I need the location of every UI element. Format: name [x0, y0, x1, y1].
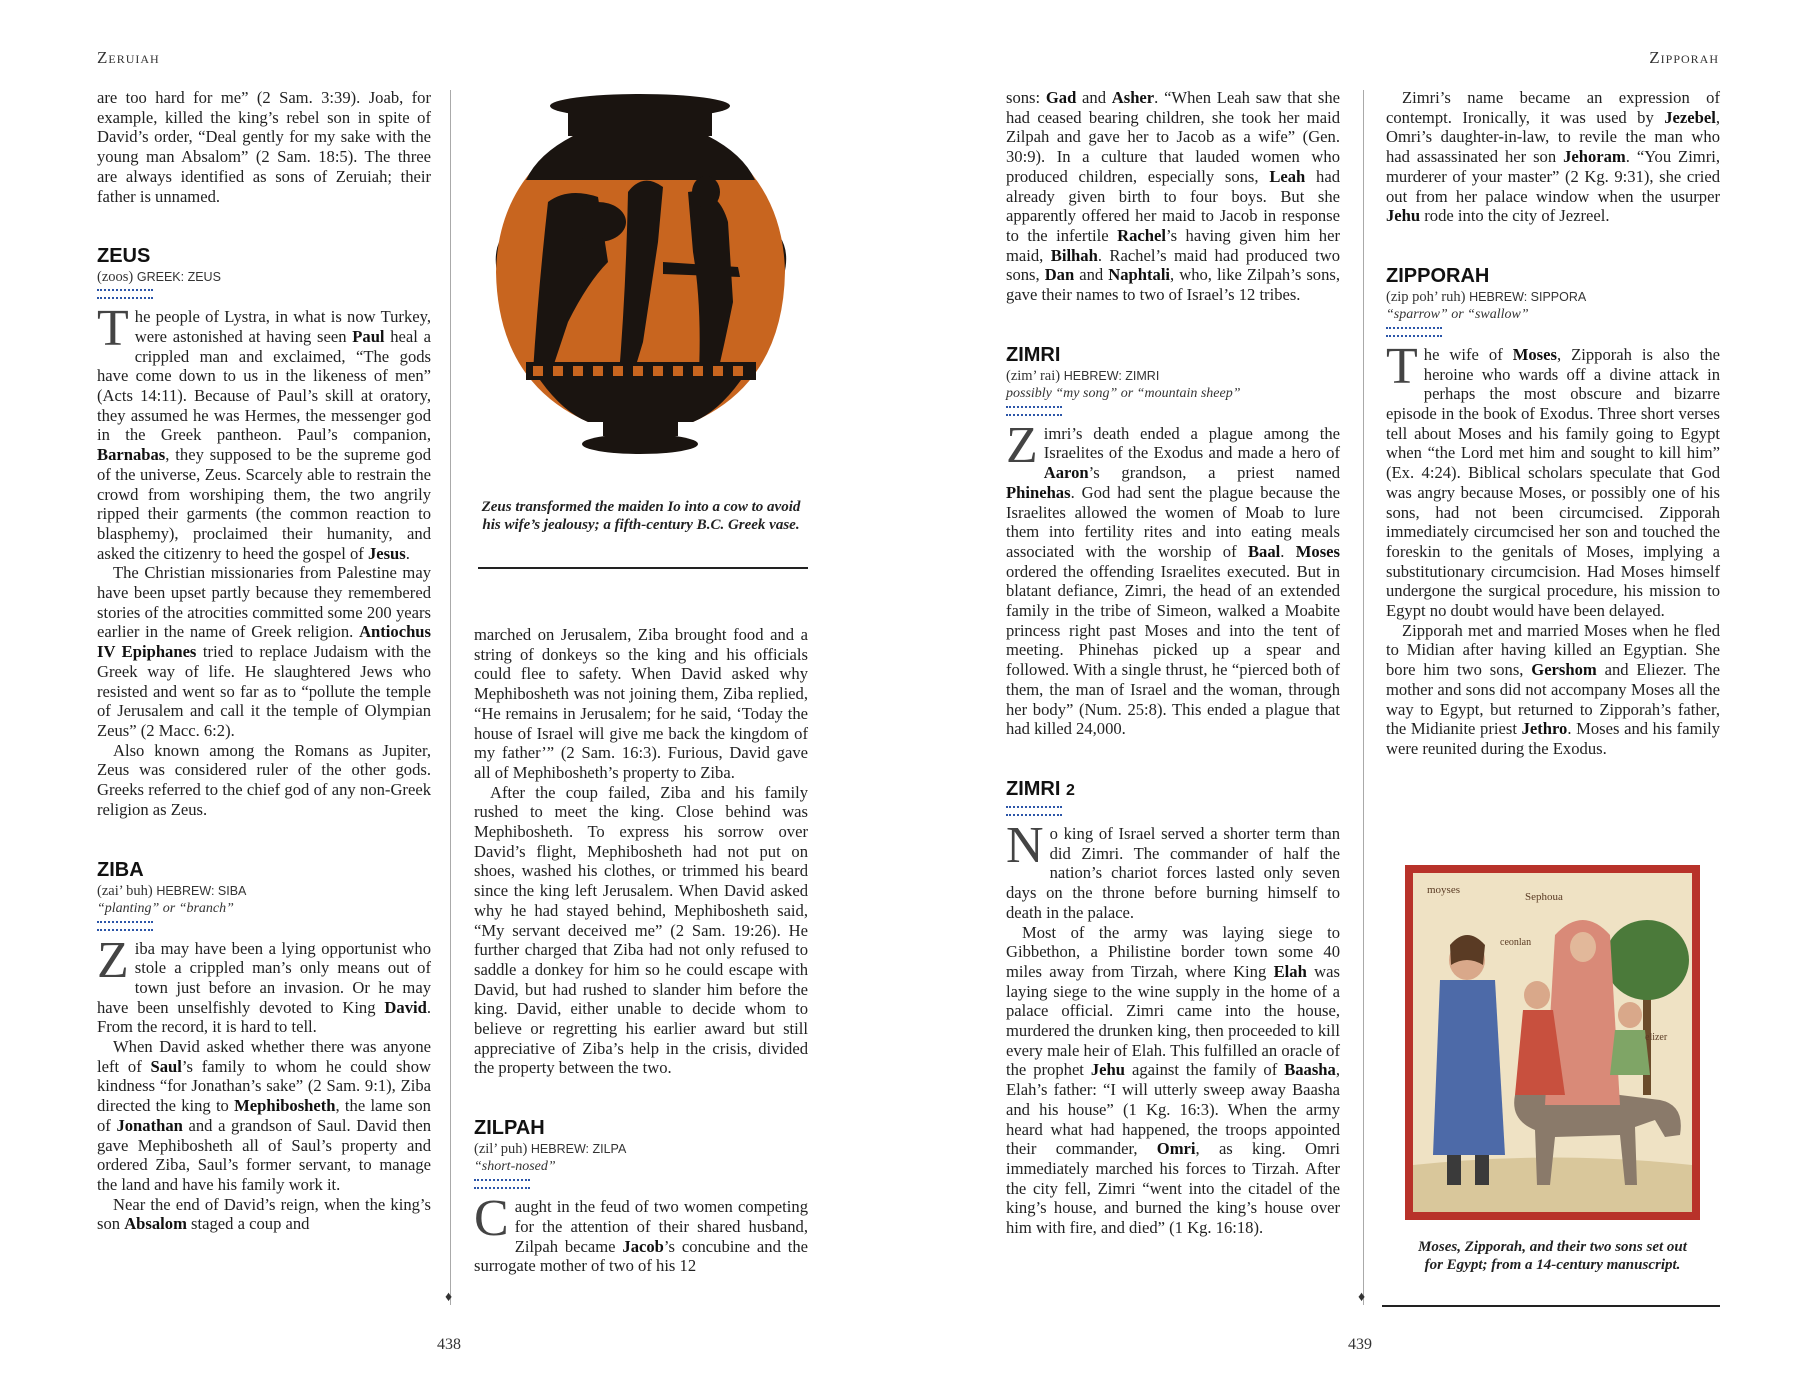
text-run: , who, like Zilpah’s sons, gave their names to two of Israel’s 12 tribes. — [1006, 265, 1340, 305]
text-run: , Omri’s daughter-in-law, to revile the man who had assassinated her son — [1386, 107, 1720, 167]
name-jehoram: Jehoram — [1563, 147, 1626, 167]
text-run: Near the end of David’s reign, when the king’s son — [97, 1194, 431, 1234]
column-divider — [1363, 90, 1364, 1305]
name-absalom: Absalom — [124, 1214, 187, 1234]
name-barnabas: Barnabas — [97, 445, 166, 465]
ziba-paragraph-2 — [97, 1037, 431, 1195]
pron-text: (zil’ puh) — [474, 1141, 528, 1158]
ziba-continuation-1: marched on Jerusalem, Ziba brought food and a string of donkeys so the king and his officials could flee to safety. When David asked why Mephibosheth was not joining them, Ziba replied, “He remains in Jerusalem; for he said, ‘Today the house of Israel will give me back the kingdom of my father’” (2 Sam. 16:3). Furious, David gave all of Mephibosheth’s property to Ziba. — [474, 625, 808, 782]
entry-zeus — [97, 244, 431, 819]
name-naphtali: Naphtali — [1108, 265, 1171, 285]
text-run: ’s grandson, a priest named — [1088, 463, 1340, 483]
drop-cap: T — [1386, 337, 1418, 395]
drop-cap: Z — [97, 931, 129, 989]
column-3 — [1006, 88, 1340, 1238]
text-run: ’s family to whom he could show kindness “for Jonathan’s sake” (2 Sam. 9:1), Ziba directed the king to — [97, 1056, 432, 1116]
name-jonathan: Jonathan — [116, 1115, 183, 1135]
manuscript-label-elizer: elizer — [1645, 1032, 1668, 1043]
name-david: David — [384, 997, 427, 1017]
text-run: ’s concubine and the surrogate mother of two of his 12 — [474, 1236, 809, 1276]
zipporah-paragraph-1 — [1386, 337, 1720, 621]
name-gad: Gad — [1045, 88, 1077, 107]
divider-ornament-icon: ♦ — [1358, 1290, 1366, 1305]
pronunciation-zilpah — [474, 1140, 808, 1158]
name-aaron: Aaron — [1043, 463, 1089, 483]
ziba-paragraph-3 — [97, 1195, 431, 1234]
lang-text: HEBREW: ZILPA — [530, 1142, 627, 1157]
text-run: aught in the feud of two women competing for the attention of their shared husband, Zilpah became — [514, 1197, 808, 1256]
ziba-continuation-2: After the coup failed, Ziba and his family rushed to meet the king. Close behind was Mephibosheth. To express his sorrow over David’s flight, Mephibosheth had not put on shoes, washed his clothes, or trimmed his beard since the king left Jerusalem. When David asked why he had stayed behind, Mephibosheth said, “My servant deceived me” (2 Sam. 19:26). He further charged that Ziba had not only refused to saddle a donkey for him so he could escape with David, but had rushed to slander him before the king. David, either unable to decide whom to believe or regretting his earlier award but still appreciative of Ziba’s help in the crisis, divided the property between the two. — [474, 782, 808, 1078]
manuscript-illumination-image — [1405, 865, 1700, 1220]
text-run: Zipporah met and married Moses when he fled to Midian after having killed an Egyptian. She bore him two sons, — [1386, 620, 1720, 680]
text-run: imri’s death ended a plague among the Israelites of the Exodus and made a hero of — [1043, 423, 1340, 463]
name-omri: Omri — [1156, 1139, 1196, 1159]
text-run: , as king. Omri immediately marched his forces to Tirzah. After the city fell, Zimri “went into the citadel of the king’s house, and burned the king’s house over him with fire, and died” (1 Kg. 16:18). — [1006, 1139, 1341, 1238]
meaning-ziba: “planting” or “branch” — [97, 900, 234, 916]
manuscript-label-ceonlan: ceonlan — [1500, 937, 1532, 948]
zimri2-paragraph-1 — [1006, 816, 1340, 923]
column-2 — [474, 625, 808, 1276]
lang-text: HEBREW: SIPPORA — [1469, 289, 1587, 304]
text-run: Most of the army was laying siege to Gibbethon, a Philistine border town some 40 miles away from Tirzah, where King — [1006, 922, 1340, 981]
page-number-right: 439 — [1348, 1336, 1372, 1353]
column-1 — [97, 88, 431, 1234]
meaning-zimri: possibly “my song” or “mountain sheep” — [1006, 385, 1241, 401]
manuscript-label-sephoua: Sephoua — [1525, 891, 1563, 903]
meaning-zilpah: “short-nosed” — [474, 1159, 556, 1175]
text-run: staged a coup and — [186, 1214, 310, 1234]
vase-caption: Zeus transformed the maiden Io into a cow to avoid his wife’s jealousy; a fifth-century B.C. Greek vase. — [481, 499, 801, 533]
pron-text: (zip poh’ ruh) — [1386, 288, 1466, 305]
name-jehu: Jehu — [1386, 206, 1421, 226]
text-run: . From the record, it is hard to tell. — [97, 997, 431, 1037]
zimri2-paragraph-2 — [1006, 923, 1340, 1238]
text-run: sons: — [1006, 88, 1046, 107]
title-text: ZIMRI — [1006, 777, 1061, 800]
text-run: The Christian missionaries from Palestine may have been upset partly because they remembered stories of the atrocities committed some 200 years earlier in the name of Greek religion. — [97, 563, 431, 642]
text-run: o king of Israel served a shorter term than did Zimri. The commander of half the nation’s chariot forces lasted only seven days on the throne before burning himself to death in the palace. — [1006, 823, 1340, 922]
zilpah-continuation — [1006, 88, 1340, 305]
name-baal: Baal — [1247, 541, 1281, 561]
name-antiochus: Antiochus IV Epiphanes — [97, 622, 431, 662]
entry-title-zilpah: ZILPAH — [474, 1117, 545, 1140]
name-jesus: Jesus — [367, 543, 406, 563]
manuscript-caption: Moses, Zipporah, and their two sons set out for Egypt; from a 14-century manuscript. — [1418, 1239, 1687, 1273]
name-mephibosheth: Mephibosheth — [234, 1096, 336, 1116]
drop-cap: N — [1006, 816, 1044, 874]
text-run: rode into the city of Jezreel. — [1420, 206, 1610, 226]
text-run: and a grandson of Saul. David then gave Mephibosheth all of Saul’s property and ordered Ziba, Saul’s former servant, to manage the land and have his family work it. — [97, 1115, 431, 1194]
text-run: . “You Zimri, murderer of your master” (2 Kg. 9:31), she cried out from her palace window when the usurper — [1386, 147, 1720, 206]
name-baasha: Baasha — [1284, 1060, 1336, 1080]
greek-vase-image — [478, 92, 803, 482]
zipporah-paragraph-2 — [1386, 621, 1720, 759]
text-run: , the lame son of — [97, 1096, 431, 1135]
name-jezebel: Jezebel — [1664, 107, 1716, 127]
drop-cap: T — [97, 300, 129, 358]
entry-title-zimri: ZIMRI — [1006, 343, 1061, 366]
text-run: and — [1076, 88, 1112, 107]
lang-text: GREEK: ZEUS — [136, 270, 221, 285]
text-run: , Zipporah is also the heroine who wards off a divine attack in perhaps the most obscure and bizarre episode in the book of Exodus. Three short verses tell about Moses and his family going to Egypt when “the Lord met him and sought to kill him” (Ex. 4:24). Biblical scholars speculate that God was angry because Moses, or possibly one of his sons, had not been circumcised. Zipporah immediately circumcised her son and touched the foreskin to the genitals of Moses, implying a substitutionary circumcision. Had Moses himself undergone the surgical procedure, his mission to Egypt no doubt would have been delayed. — [1386, 344, 1720, 621]
entry-ziba — [97, 858, 431, 1235]
pronunciation-zimri — [1006, 367, 1340, 385]
zimri-paragraph-1 — [1006, 416, 1341, 739]
name-gershom: Gershom — [1531, 660, 1597, 680]
text-run: , they supposed to be the supreme god of the universe, Zeus. Scarcely able to restrain the crowd from worshiping them, the two angrily ripped their garments (the common reaction to blasphemy), proclaimed their humanity, and asked the citizenry to heed the gospel of — [97, 445, 431, 563]
name-dan: Dan — [1044, 265, 1075, 285]
text-run: and Eliezer. The mother and sons did not accompany Moses all the way to Egypt, but returned to Zipporah’s father, the Midianite priest — [1386, 660, 1720, 739]
text-run: ’s having given him her maid, — [1006, 225, 1340, 265]
name-asher: Asher — [1111, 88, 1155, 107]
name-moses: Moses — [1512, 344, 1557, 364]
running-head-right: Zipporah — [1649, 48, 1719, 67]
meaning-zipporah: “sparrow” or “swallow” — [1386, 306, 1529, 322]
text-run: iba may have been a lying opportunist who stole a crippled man’s only means out of town just before an invasion. Or he may have been unselfishly devoted to King — [97, 938, 431, 1017]
entry-title-zeus: ZEUS — [97, 245, 151, 268]
text-run: against the family of — [1125, 1060, 1285, 1080]
name-moses: Moses — [1295, 541, 1341, 561]
zeus-paragraph-2 — [97, 563, 431, 740]
lang-text: HEBREW: SIBA — [156, 883, 247, 898]
name-jethro: Jethro — [1521, 719, 1568, 739]
dotted-ornament — [474, 1179, 530, 1189]
caption-rule — [1382, 1305, 1720, 1307]
text-run: heal a crippled man and exclaimed, “The gods have come down to us in the likeness of men” (Acts 14:11). Because of Paul’s skill at oratory, they assumed he was Hermes, the messenger god in the Greek pantheon. Paul’s companion, — [97, 326, 431, 445]
entry-zipporah — [1386, 264, 1720, 759]
entry-zilpah — [474, 1116, 808, 1276]
dotted-ornament — [97, 921, 153, 931]
text-run: was laying siege to the wine supply in the home of a palace official. Zimri came into the house, murdered the drunken king, then proceeded to kill every male heir of Elah. This fulfilled an oracle of the prophet — [1006, 961, 1340, 1080]
name-paul: Paul — [352, 326, 385, 346]
dotted-ornament — [97, 289, 153, 299]
text-run: . — [1280, 541, 1296, 561]
name-jacob: Jacob — [622, 1236, 664, 1256]
text-run: , Elah’s father: “I will utterly sweep away Baasha and his house” (1 Kg. 16:3). When the army heard what had happened, the troops appointed their commander, — [1006, 1060, 1340, 1159]
text-run: . — [405, 543, 410, 563]
name-elah: Elah — [1273, 961, 1307, 981]
name-saul: Saul — [150, 1056, 182, 1076]
entry-title-zimri-2 — [1006, 777, 1340, 803]
drop-cap: Z — [1006, 416, 1038, 474]
dotted-ornament — [1386, 327, 1442, 337]
name-rachel: Rachel — [1117, 225, 1166, 245]
running-head-left: Zeruiah — [97, 48, 160, 67]
divider-ornament-icon: ♦ — [445, 1290, 453, 1305]
zeus-paragraph-1 — [97, 300, 431, 563]
pron-text: (zai’ buh) — [97, 882, 153, 899]
entry-zimri-2 — [1006, 777, 1340, 1238]
column-divider — [450, 90, 451, 1305]
manuscript-label-moyses: moyses — [1427, 884, 1460, 896]
entry-number: 2 — [1066, 781, 1075, 799]
pronunciation-zipporah — [1386, 288, 1720, 306]
lang-text: HEBREW: ZIMRI — [1063, 368, 1160, 383]
text-run: Zimri’s name became an expression of contempt. Ironically, it was used by — [1386, 88, 1720, 127]
entry-zimri — [1006, 343, 1340, 739]
text-run: he wife of — [1423, 344, 1513, 364]
entry-title-ziba: ZIBA — [97, 858, 144, 881]
text-run: tried to replace Judaism with the Greek way of life. He slaughtered Jews who resisted and went so far as to “pollute the temple of Jerusalem and call it the temple of Olympian Zeus” (2 Macc. 6:2). — [97, 642, 431, 740]
column-4 — [1386, 88, 1720, 759]
zimri2-continuation — [1386, 88, 1720, 226]
name-jehu: Jehu — [1090, 1060, 1125, 1080]
text-run: he people of Lystra, in what is now Turkey, were astonished at having seen — [134, 307, 431, 346]
text-run: ordered the offending Israelites executed. But in blatant defiance, Zimri, the head of an extended family in the tribe of Simeon, walked a Moabite princess right past Moses and into the tent of meeting. Phinehas picked up a spear and followed. With a single thrust, he “pierced both of them, the man of Israel and the woman, through her body” (Num. 25:8). This ended a plague that had killed 24,000. — [1006, 561, 1340, 739]
pronunciation-zeus — [97, 268, 431, 286]
dotted-ornament — [1006, 406, 1062, 416]
text-run: and — [1074, 265, 1109, 285]
name-leah: Leah — [1269, 166, 1306, 186]
drop-cap: C — [474, 1190, 509, 1248]
pronunciation-ziba — [97, 882, 431, 900]
text-run: . “When Leah saw that she had ceased bearing children, she took her maid Zilpah and gave her to Jacob as a wife” (Gen. 30:9). In a culture that lauded women who produced children, especially sons, — [1006, 88, 1340, 186]
text-run: When David asked whether there was anyone left of — [97, 1037, 431, 1076]
name-bilhah: Bilhah — [1050, 245, 1098, 265]
text-run: . Rachel’s maid had produced two sons, — [1006, 245, 1340, 285]
entry-title-zipporah: ZIPPORAH — [1386, 264, 1490, 287]
pron-text: (zim’ rai) — [1006, 367, 1061, 384]
text-run: . Moses and his family were reunited during the Exodus. — [1386, 719, 1720, 758]
page-number-left: 438 — [437, 1336, 461, 1353]
caption-rule — [478, 567, 808, 569]
zeruiah-continuation: are too hard for me” (2 Sam. 3:39). Joab, for example, killed the king’s rebel son in spite of David’s order, “Deal gently for my sake with the young man Absalom” (2 Sam. 18:5). The three are always identified as sons of Zeruiah; their father is unnamed. — [97, 88, 431, 206]
ziba-paragraph-1 — [97, 931, 431, 1038]
zeus-paragraph-3: Also known among the Romans as Jupiter, Zeus was considered ruler of the other gods. Greeks referred to the chief god of any non-Greek religion as Zeus. — [97, 740, 431, 819]
dotted-ornament — [1006, 806, 1062, 816]
name-phinehas: Phinehas — [1006, 482, 1071, 502]
pron-text: (zoos) — [97, 269, 134, 286]
text-run: . God had sent the plague because the Israelites allowed the women of Moab to lure them into fertility rites and into eating meals associated with the worship of — [1006, 482, 1340, 561]
text-run: had already given birth to four boys. But she apparently offered her maid to Jacob in response to the infertile — [1006, 166, 1341, 245]
zilpah-paragraph-1 — [474, 1190, 809, 1276]
